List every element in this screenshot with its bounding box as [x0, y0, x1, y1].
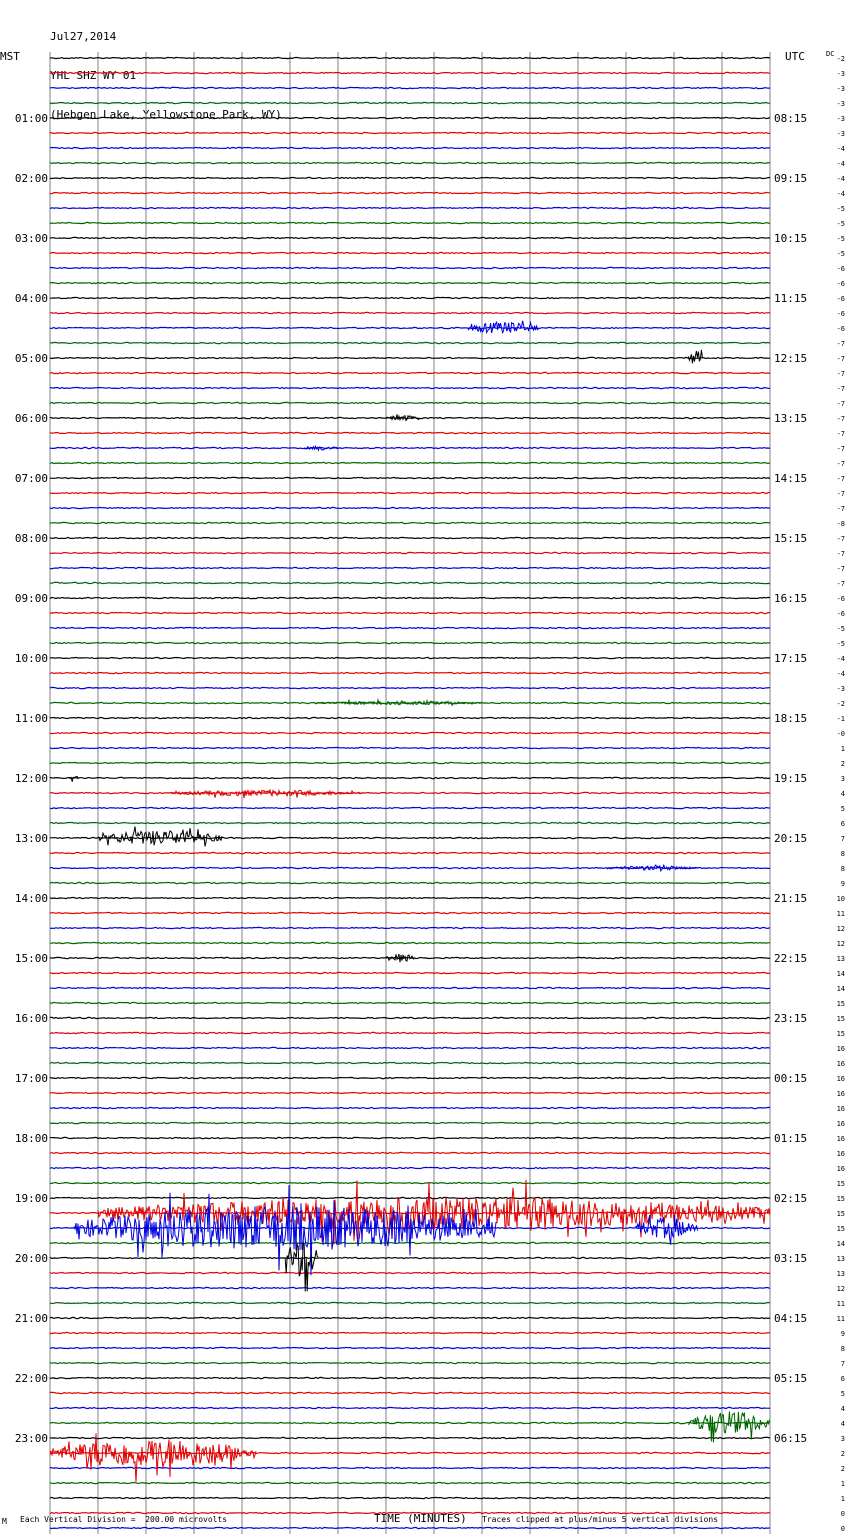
dc-offset-label: -7 — [836, 385, 845, 393]
right-hour-label: 00:15 — [774, 1072, 808, 1085]
dc-offset-label: 4 — [840, 1405, 845, 1413]
trace-line — [50, 282, 770, 283]
trace-line — [50, 972, 770, 973]
trace-line — [50, 942, 770, 943]
dc-offset-label: -7 — [836, 415, 845, 423]
trace-line — [50, 537, 770, 538]
dc-offset-label: 3 — [840, 775, 845, 783]
trace-line — [50, 1422, 770, 1423]
right-hour-label: 01:15 — [774, 1132, 808, 1145]
left-hour-label: 16:00 — [14, 1012, 48, 1025]
trace-line — [50, 117, 770, 118]
dc-offset-label: -6 — [836, 325, 845, 333]
dc-offset-label: -4 — [836, 670, 845, 678]
scale-note: Each Vertical Division = 200.00 microvolts — [20, 1515, 228, 1524]
dc-offset-label: -7 — [836, 550, 845, 558]
trace-line — [50, 657, 770, 658]
dc-offset-label: 16 — [836, 1090, 845, 1098]
dc-offset-label: -4 — [836, 175, 845, 183]
dc-offset-label: 13 — [836, 1270, 845, 1278]
trace-line — [50, 207, 770, 208]
dc-offset-label: -3 — [836, 70, 845, 78]
dc-offset-label: -7 — [836, 490, 845, 498]
right-hour-label: 05:15 — [774, 1372, 808, 1385]
dc-offset-label: 2 — [840, 760, 845, 768]
dc-offset-label: 15 — [836, 1225, 845, 1233]
trace-line — [50, 1047, 770, 1048]
trace-line — [50, 1077, 770, 1078]
trace-line — [50, 777, 770, 778]
dc-offset-label: 4 — [840, 1420, 845, 1428]
left-hour-label: 06:00 — [14, 412, 48, 425]
trace-line — [50, 1317, 770, 1318]
dc-offset-label: -7 — [836, 460, 845, 468]
dc-offset-label: 4 — [840, 790, 845, 798]
dc-offset-label: 15 — [836, 1195, 845, 1203]
dc-offset-label: -7 — [836, 340, 845, 348]
left-hour-label: 05:00 — [14, 352, 48, 365]
trace-line — [50, 1182, 770, 1183]
trace-line — [50, 792, 770, 793]
trace-line — [50, 672, 770, 673]
trace-line — [50, 1152, 770, 1153]
trace-line — [50, 312, 770, 313]
dc-offset-label: 15 — [836, 1180, 845, 1188]
left-hour-label: 17:00 — [14, 1072, 48, 1085]
dc-offset-label: 1 — [840, 1480, 845, 1488]
right-hour-label: 10:15 — [774, 232, 808, 245]
trace-line — [50, 1287, 770, 1288]
dc-offset-label: -6 — [836, 610, 845, 618]
seismic-events — [50, 321, 770, 1482]
trace-line — [50, 882, 770, 883]
dc-offset-label: 11 — [836, 1315, 845, 1323]
dc-offset-label: -7 — [836, 445, 845, 453]
trace-line — [50, 342, 770, 343]
dc-offset-label: -6 — [836, 280, 845, 288]
event-burst — [386, 414, 419, 420]
clip-note: Traces clipped at plus/minus 5 vertical divisions — [482, 1515, 719, 1524]
dc-offset-label: 15 — [836, 1015, 845, 1023]
trace-line — [50, 1092, 770, 1093]
trace-line — [50, 927, 770, 928]
trace-line — [50, 297, 770, 298]
right-hour-label: 02:15 — [774, 1192, 808, 1205]
dc-offset-label: -3 — [836, 100, 845, 108]
x-axis-title: TIME (MINUTES) — [374, 1512, 467, 1525]
dc-offset-label: 7 — [840, 835, 845, 843]
dc-offset-label: -0 — [836, 730, 845, 738]
trace-line — [50, 627, 770, 628]
trace-line — [50, 732, 770, 733]
dc-offset-label: 12 — [836, 1285, 845, 1293]
trace-line — [50, 1257, 770, 1258]
left-hour-label: 12:00 — [14, 772, 48, 785]
trace-line — [50, 462, 770, 463]
left-hour-label: 23:00 — [14, 1432, 48, 1445]
trace-line — [50, 1362, 770, 1363]
event-burst — [607, 865, 698, 871]
header-location: (Hebgen Lake, Yellowstone Park, WY) — [50, 108, 282, 121]
trace-line — [50, 162, 770, 163]
dc-offset-label: -7 — [836, 355, 845, 363]
right-hour-label: 17:15 — [774, 652, 808, 665]
trace-line — [50, 1167, 770, 1168]
seismic-traces — [50, 57, 770, 1534]
dc-offset-label: -7 — [836, 535, 845, 543]
left-hour-label: 10:00 — [14, 652, 48, 665]
right-hour-label: 09:15 — [774, 172, 808, 185]
trace-line — [50, 1302, 770, 1303]
dc-offset-label: -8 — [836, 520, 845, 528]
trace-line — [50, 1107, 770, 1108]
trace-line — [50, 387, 770, 388]
dc-offset-label: -3 — [836, 115, 845, 123]
trace-line — [50, 102, 770, 103]
trace-line — [50, 747, 770, 748]
event-burst — [688, 350, 702, 364]
dc-offset-label: -5 — [836, 235, 845, 243]
dc-offset-label: 3 — [840, 1435, 845, 1443]
right-hour-label: 06:15 — [774, 1432, 808, 1445]
dc-offset-label: -7 — [836, 400, 845, 408]
dc-offset-label: 1 — [840, 1495, 845, 1503]
trace-line — [50, 1017, 770, 1018]
trace-line — [50, 132, 770, 133]
trace-line — [50, 432, 770, 433]
dc-offset-label: -6 — [836, 310, 845, 318]
trace-line — [50, 1137, 770, 1138]
header-station: YHL SHZ WY 01 — [50, 69, 137, 82]
dc-offset-label: 2 — [840, 1450, 845, 1458]
dc-offset-label: 8 — [840, 865, 845, 873]
trace-line — [50, 327, 770, 328]
dc-offset-label: 0 — [840, 1525, 845, 1533]
dc-offset-label: 15 — [836, 1030, 845, 1038]
left-hour-label: 13:00 — [14, 832, 48, 845]
right-hour-label: 13:15 — [774, 412, 808, 425]
trace-line — [50, 417, 770, 418]
dc-offset-label: 0 — [840, 1510, 845, 1518]
dc-offset-label: 13 — [836, 955, 845, 963]
trace-line — [50, 267, 770, 268]
right-hour-label: 22:15 — [774, 952, 808, 965]
trace-line — [50, 582, 770, 583]
left-timezone-label: MST — [0, 50, 20, 63]
dc-offset-label: 16 — [836, 1105, 845, 1113]
header-date: Jul27,2014 — [50, 30, 117, 43]
dc-offset-label: 16 — [836, 1150, 845, 1158]
trace-line — [50, 1407, 770, 1408]
trace-line — [50, 897, 770, 898]
left-hour-label: 09:00 — [14, 592, 48, 605]
trace-line — [50, 822, 770, 823]
left-hour-label: 08:00 — [14, 532, 48, 545]
trace-line — [50, 147, 770, 148]
dc-offset-label: 16 — [836, 1135, 845, 1143]
trace-line — [50, 222, 770, 223]
trace-line — [50, 912, 770, 913]
dc-offset-label: 15 — [836, 1000, 845, 1008]
dc-offset-label: 13 — [836, 1255, 845, 1263]
trace-line — [50, 762, 770, 763]
left-hour-label: 11:00 — [14, 712, 48, 725]
left-hour-label: 19:00 — [14, 1192, 48, 1205]
dc-offset-label: 5 — [840, 1390, 845, 1398]
dc-offset-label: 1 — [840, 745, 845, 753]
dc-offset-label: -4 — [836, 145, 845, 153]
trace-line — [50, 522, 770, 523]
trace-line — [50, 1467, 770, 1468]
trace-line — [50, 987, 770, 988]
dc-offset-label: -5 — [836, 625, 845, 633]
trace-line — [50, 1332, 770, 1333]
dc-offset-label: 14 — [836, 985, 845, 993]
left-hour-label: 15:00 — [14, 952, 48, 965]
dc-offset-label: -2 — [836, 55, 845, 63]
trace-line — [50, 717, 770, 718]
dc-offset-label: 16 — [836, 1075, 845, 1083]
dc-offset-label: 12 — [836, 925, 845, 933]
dc-offset-label: -6 — [836, 295, 845, 303]
dc-offset-label: 7 — [840, 1360, 845, 1368]
dc-offset-label: 16 — [836, 1120, 845, 1128]
dc-offset-label: -7 — [836, 580, 845, 588]
event-burst — [304, 446, 337, 450]
dc-offset-label: -7 — [836, 370, 845, 378]
trace-line — [50, 507, 770, 508]
dc-header-label: DC — [826, 50, 835, 58]
trace-line — [50, 372, 770, 373]
trace-line — [50, 1212, 770, 1213]
trace-line — [50, 1377, 770, 1378]
right-hour-label: 04:15 — [774, 1312, 808, 1325]
trace-line — [50, 237, 770, 238]
left-hour-label: 21:00 — [14, 1312, 48, 1325]
trace-line — [50, 1392, 770, 1393]
event-burst — [50, 1433, 256, 1482]
trace-line — [50, 177, 770, 178]
dc-offset-label: 14 — [836, 1240, 845, 1248]
dc-offset-label: 9 — [840, 1330, 845, 1338]
dc-offset-label: -2 — [836, 700, 845, 708]
trace-line — [50, 1527, 770, 1528]
trace-line — [50, 87, 770, 88]
right-hour-label: 23:15 — [774, 1012, 808, 1025]
trace-line — [50, 1002, 770, 1003]
trace-line — [50, 1062, 770, 1063]
trace-line — [50, 1032, 770, 1033]
right-hour-label: 12:15 — [774, 352, 808, 365]
trace-line — [50, 852, 770, 853]
right-hour-label: 14:15 — [774, 472, 808, 485]
event-burst — [170, 790, 362, 798]
dc-offset-label: -3 — [836, 85, 845, 93]
trace-line — [50, 252, 770, 253]
right-hour-label: 11:15 — [774, 292, 808, 305]
corner-mark: M — [2, 1517, 7, 1526]
dc-offset-label: -7 — [836, 475, 845, 483]
trace-line — [50, 57, 770, 58]
right-hour-label: 19:15 — [774, 772, 808, 785]
dc-offset-label: 15 — [836, 1210, 845, 1218]
right-hour-label: 03:15 — [774, 1252, 808, 1265]
dc-offset-label: 8 — [840, 850, 845, 858]
right-hour-label: 15:15 — [774, 532, 808, 545]
left-hour-label: 22:00 — [14, 1372, 48, 1385]
trace-line — [50, 552, 770, 553]
dc-offset-label: 16 — [836, 1165, 845, 1173]
trace-line — [50, 1497, 770, 1498]
left-hour-label: 01:00 — [14, 112, 48, 125]
event-burst — [98, 827, 222, 847]
trace-line — [50, 807, 770, 808]
dc-offset-label: 6 — [840, 1375, 845, 1383]
trace-line — [50, 687, 770, 688]
right-hour-label: 20:15 — [774, 832, 808, 845]
left-hour-label: 07:00 — [14, 472, 48, 485]
right-hour-label: 18:15 — [774, 712, 808, 725]
dc-offset-label: 8 — [840, 1345, 845, 1353]
left-hour-label: 18:00 — [14, 1132, 48, 1145]
right-timezone-label: UTC — [785, 50, 805, 63]
dc-offset-label: -4 — [836, 190, 845, 198]
trace-line — [50, 447, 770, 448]
dc-offset-label: 11 — [836, 1300, 845, 1308]
dc-offset-label: -5 — [836, 220, 845, 228]
trace-line — [50, 1122, 770, 1123]
trace-line — [50, 357, 770, 358]
left-hour-label: 20:00 — [14, 1252, 48, 1265]
dc-offset-label: 6 — [840, 820, 845, 828]
trace-line — [50, 1452, 770, 1453]
trace-line — [50, 1272, 770, 1273]
trace-line — [50, 642, 770, 643]
dc-offset-label: 14 — [836, 970, 845, 978]
dc-offset-label: -7 — [836, 565, 845, 573]
trace-line — [50, 192, 770, 193]
right-hour-label: 21:15 — [774, 892, 808, 905]
dc-offset-label: -5 — [836, 640, 845, 648]
dc-offset-label: 11 — [836, 910, 845, 918]
dc-offset-label: -5 — [836, 205, 845, 213]
left-hour-label: 03:00 — [14, 232, 48, 245]
dc-offset-label: 16 — [836, 1060, 845, 1068]
dc-offset-label: 12 — [836, 940, 845, 948]
trace-line — [50, 1437, 770, 1438]
dc-offset-label: -7 — [836, 430, 845, 438]
trace-line — [50, 402, 770, 403]
dc-offset-label: -3 — [836, 685, 845, 693]
left-hour-label: 02:00 — [14, 172, 48, 185]
dc-offset-label: -6 — [836, 265, 845, 273]
left-hour-label: 14:00 — [14, 892, 48, 905]
dc-offset-label: -6 — [836, 595, 845, 603]
event-burst — [468, 321, 540, 333]
trace-line — [50, 492, 770, 493]
dc-offset-label: 5 — [840, 805, 845, 813]
left-hour-label: 04:00 — [14, 292, 48, 305]
right-hour-label: 08:15 — [774, 112, 808, 125]
dc-offset-label: 2 — [840, 1465, 845, 1473]
dc-offset-label: -5 — [836, 250, 845, 258]
trace-line — [50, 1197, 770, 1198]
dc-offset-label: -3 — [836, 130, 845, 138]
trace-line — [50, 612, 770, 613]
dc-offset-label: -7 — [836, 505, 845, 513]
trace-line — [50, 567, 770, 568]
trace-line — [50, 1482, 770, 1483]
dc-offset-label: 10 — [836, 895, 845, 903]
trace-line — [50, 72, 770, 73]
dc-offset-label: -4 — [836, 655, 845, 663]
trace-line — [50, 597, 770, 598]
trace-line — [50, 477, 770, 478]
right-hour-label: 16:15 — [774, 592, 808, 605]
dc-offset-label: 9 — [840, 880, 845, 888]
dc-offset-label: -4 — [836, 160, 845, 168]
dc-offset-label: 16 — [836, 1045, 845, 1053]
dc-offset-label: -1 — [836, 715, 845, 723]
trace-line — [50, 1347, 770, 1348]
